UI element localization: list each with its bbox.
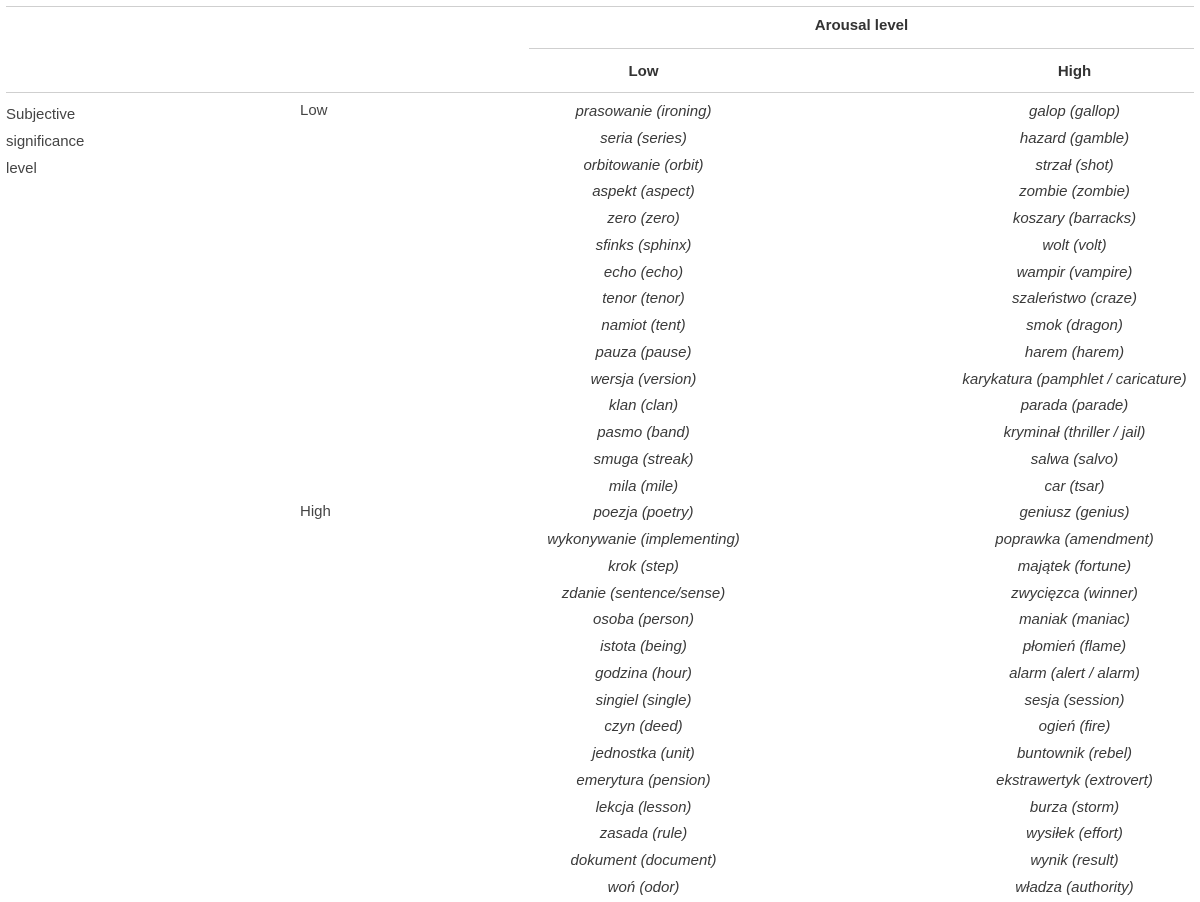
low-arousal-word: aspekt (aspect) — [592, 183, 695, 201]
low-arousal-word: lekcja (lesson) — [595, 798, 692, 816]
high-arousal-word: wolt (volt) — [1042, 236, 1107, 254]
high-arousal-word: sesja (session) — [1024, 691, 1125, 709]
high-arousal-word: alarm (alert / alarm) — [1009, 664, 1140, 682]
table-top-rule — [6, 6, 1194, 7]
high-arousal-word: karykatura (pamphlet / caricature) — [962, 370, 1187, 388]
low-arousal-word: dokument (document) — [570, 852, 717, 869]
high-arousal-column — [872, 99, 1200, 902]
low-arousal-word: emerytura (pension) — [576, 771, 711, 789]
arousal-level-header: Arousal level — [814, 17, 909, 34]
low-arousal-word: seria (series) — [600, 129, 687, 147]
high-arousal-word: burza (storm) — [1029, 798, 1120, 816]
high-arousal-word: car (tsar) — [1044, 477, 1105, 495]
low-arousal-word: zero (zero) — [607, 210, 680, 227]
low-arousal-word: czyn (deed) — [604, 718, 683, 736]
low-arousal-word: woń (odor) — [607, 878, 680, 896]
high-arousal-word: harem (harem) — [1024, 343, 1125, 361]
low-arousal-word: prasowanie (ironing) — [575, 103, 712, 120]
high-arousal-word: hazard (gamble) — [1019, 129, 1130, 147]
high-arousal-word: płomień (flame) — [1022, 638, 1127, 655]
high-arousal-word: geniusz (genius) — [1019, 504, 1130, 522]
high-arousal-word: ekstrawertyk (extrovert) — [996, 771, 1153, 789]
low-arousal-word: pasmo (band) — [597, 424, 690, 441]
high-arousal-word: wynik (result) — [1030, 852, 1119, 869]
high-arousal-word: galop (gallop) — [1029, 103, 1120, 120]
low-arousal-word: mila (mile) — [608, 477, 679, 495]
subjective-significance-label: Subjective significance level — [6, 106, 85, 177]
low-arousal-word: klan (clan) — [608, 397, 679, 415]
high-arousal-word: majątek (fortune) — [1017, 557, 1132, 575]
low-arousal-word: orbitowanie (orbit) — [583, 156, 704, 174]
high-arousal-word: ogień (fire) — [1038, 718, 1111, 736]
arousal-header-rule — [529, 48, 1194, 49]
high-arousal-word: strzał (shot) — [1035, 156, 1114, 174]
low-arousal-word: tenor (tenor) — [602, 290, 685, 308]
high-arousal-word: kryminał (thriller / jail) — [1003, 424, 1146, 441]
high-arousal-word: poprawka (amendment) — [995, 531, 1154, 548]
low-arousal-word: wersja (version) — [590, 370, 697, 388]
low-arousal-word: poezja (poetry) — [593, 504, 694, 522]
header-bottom-rule — [6, 92, 1194, 93]
significance-high-label: High — [300, 503, 331, 520]
high-arousal-header: High — [1057, 63, 1092, 80]
high-arousal-word: zwycięzca (winner) — [1011, 584, 1138, 602]
low-arousal-word: krok (step) — [608, 557, 679, 575]
low-arousal-word: echo (echo) — [603, 263, 684, 281]
low-arousal-word: zdanie (sentence/sense) — [561, 584, 726, 602]
high-arousal-word: buntownik (rebel) — [1016, 745, 1133, 762]
high-arousal-word: salwa (salvo) — [1030, 450, 1119, 468]
high-arousal-word: wysiłek (effort) — [1026, 825, 1123, 843]
significance-low-label: Low — [300, 102, 328, 119]
low-arousal-word: jednostka (unit) — [592, 745, 695, 762]
low-arousal-word: sfinks (sphinx) — [595, 236, 692, 254]
low-arousal-word: namiot (tent) — [601, 317, 686, 334]
low-arousal-word: zasada (rule) — [599, 825, 688, 843]
low-arousal-word: wykonywanie (implementing) — [547, 531, 740, 548]
high-arousal-word: władza (authority) — [1015, 878, 1134, 896]
low-arousal-word: godzina (hour) — [595, 664, 692, 682]
low-arousal-word: istota (being) — [600, 638, 687, 655]
high-arousal-word: koszary (barracks) — [1012, 210, 1137, 227]
low-arousal-header: Low — [628, 63, 659, 80]
high-arousal-word: maniak (maniac) — [1019, 611, 1130, 629]
high-arousal-word: wampir (vampire) — [1016, 263, 1133, 281]
high-arousal-word: zombie (zombie) — [1019, 183, 1130, 201]
low-arousal-column — [441, 99, 846, 902]
high-arousal-word: smok (dragon) — [1026, 317, 1123, 334]
low-arousal-word: osoba (person) — [593, 611, 694, 629]
low-arousal-word: pauza (pause) — [595, 343, 692, 361]
low-arousal-word: singiel (single) — [595, 691, 692, 709]
high-arousal-word: szaleństwo (craze) — [1011, 290, 1138, 308]
low-arousal-word: smuga (streak) — [593, 450, 694, 468]
high-arousal-word: parada (parade) — [1020, 397, 1129, 415]
